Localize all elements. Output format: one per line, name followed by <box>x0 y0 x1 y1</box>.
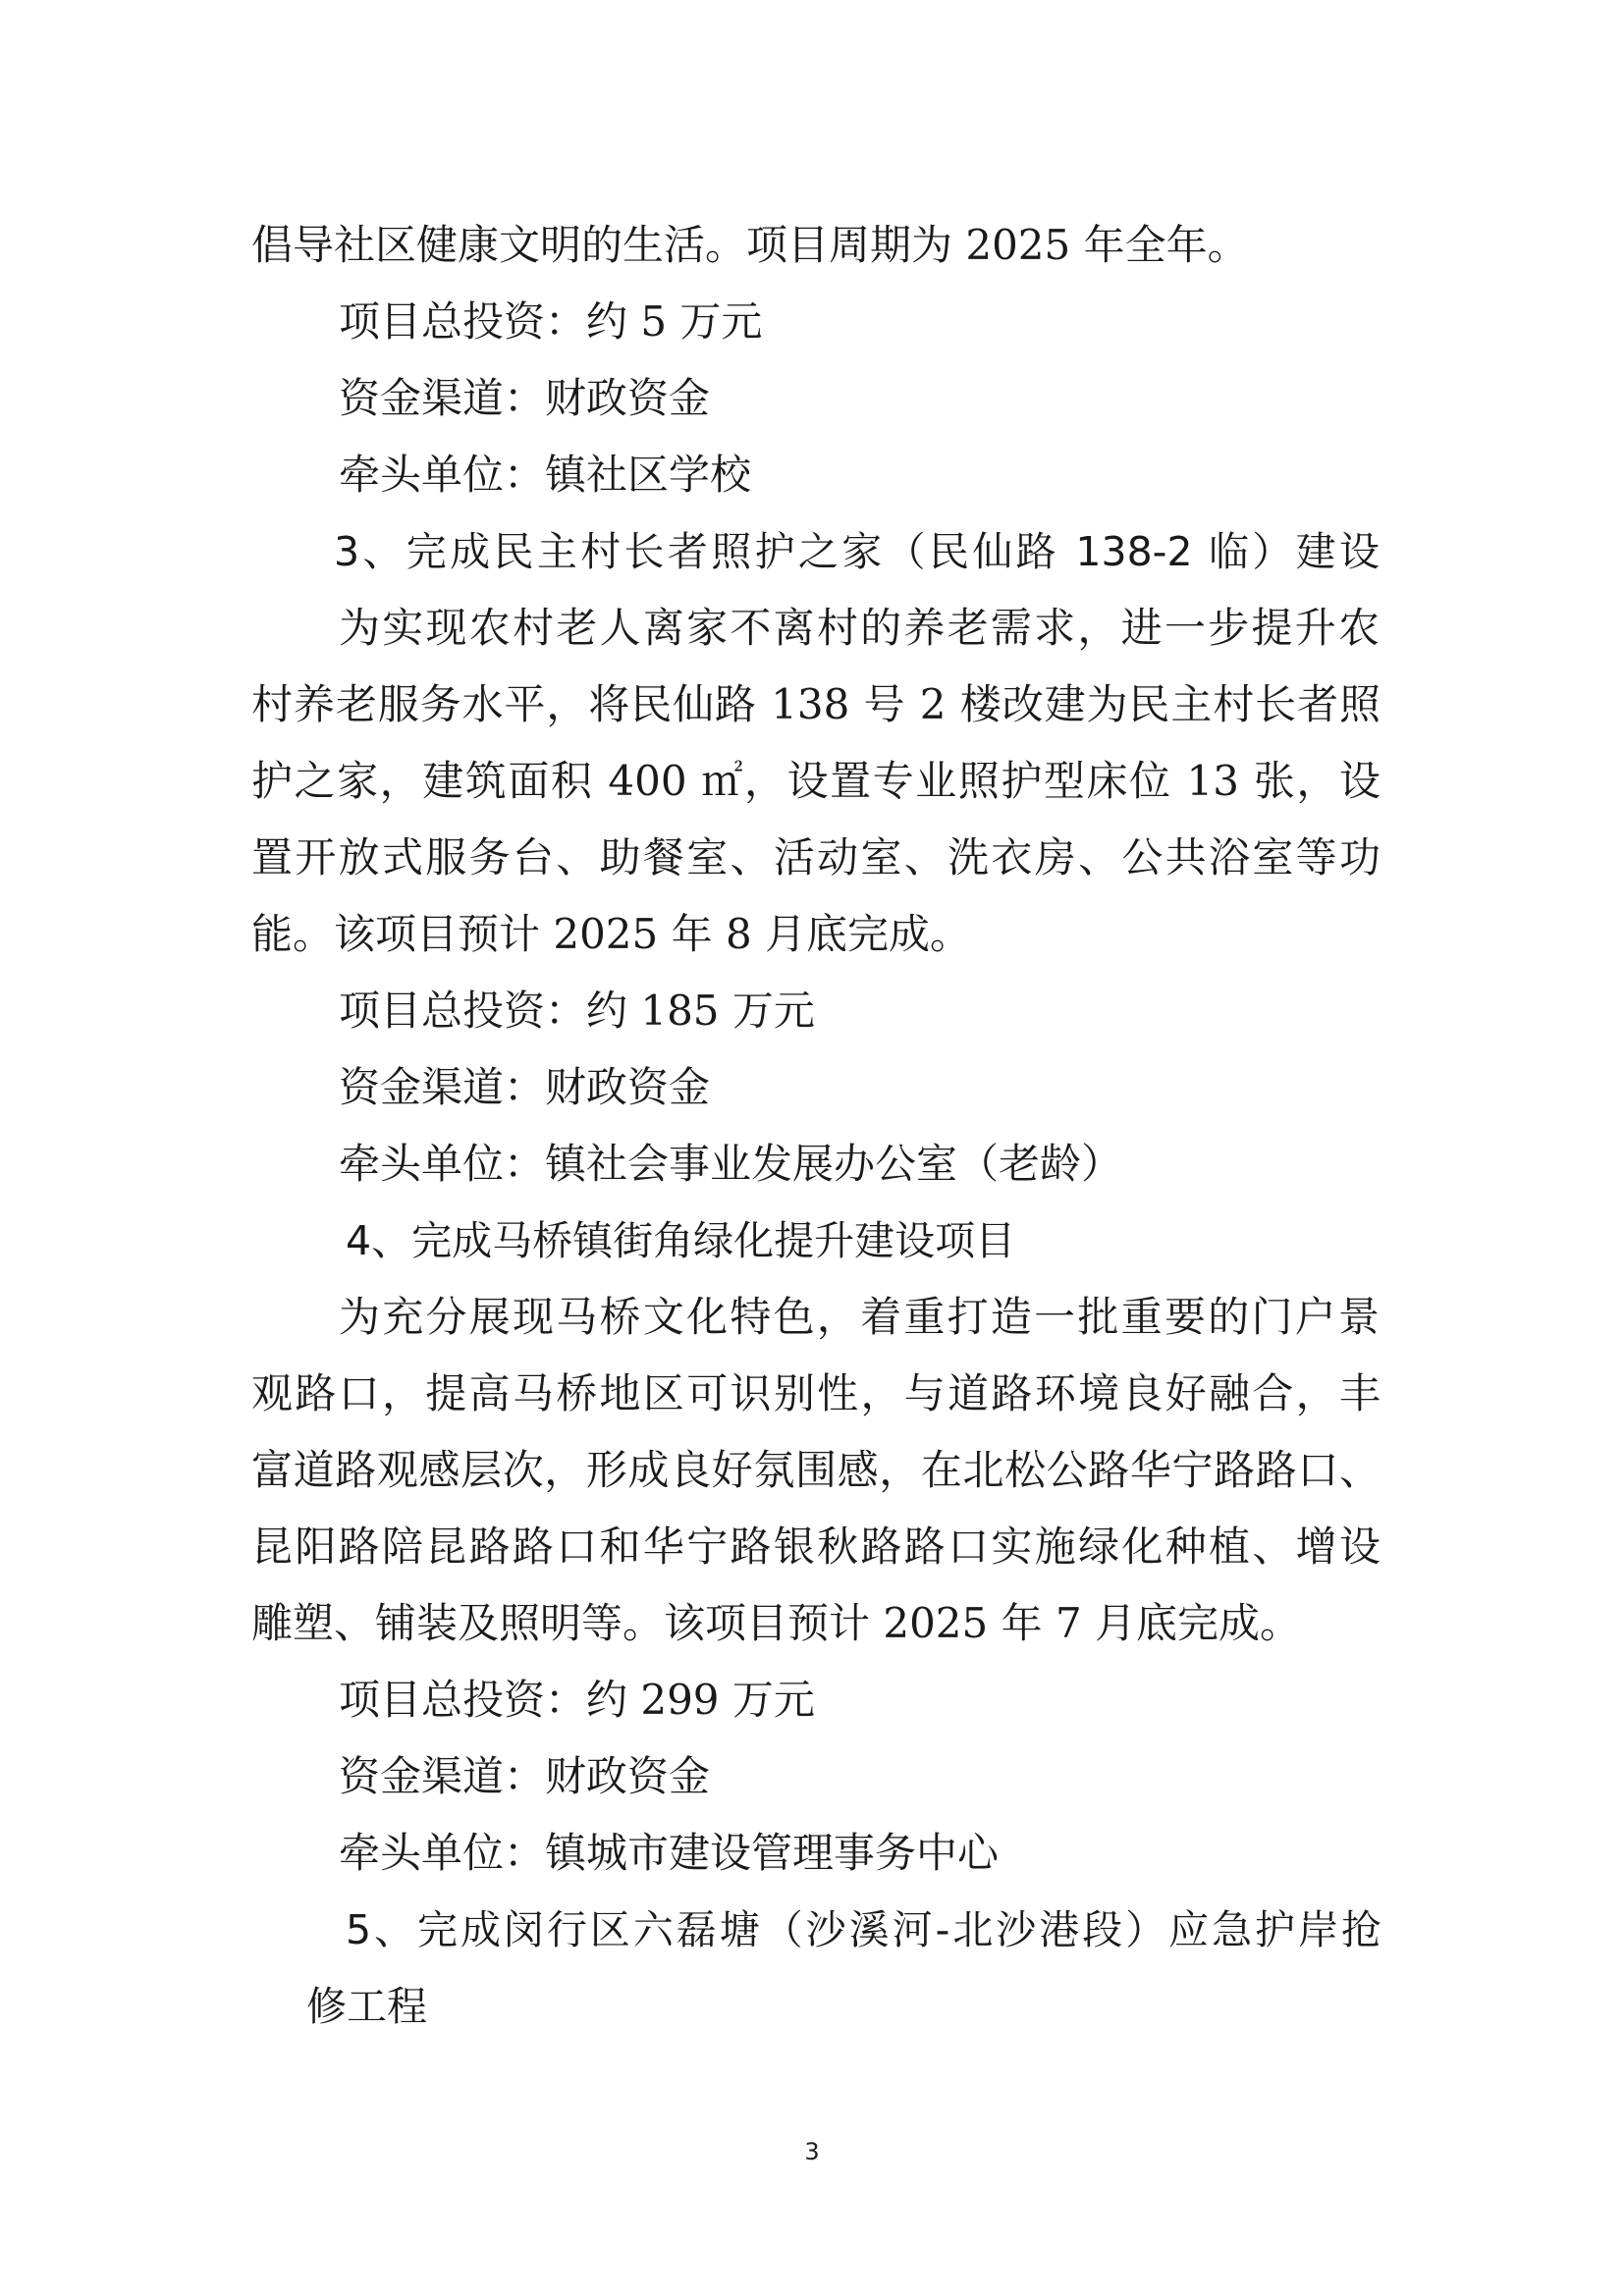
section-heading-5: 5、完成闵行区六磊塘（沙溪河-北沙港段）应急护岸抢 <box>346 1906 1381 1953</box>
funding-line: 资金渠道：财政资金 <box>339 374 711 422</box>
funding-line: 资金渠道：财政资金 <box>339 1063 711 1111</box>
paragraph-line: 富道路观感层次，形成良好氛围感，在北松公路华宁路路口、 <box>251 1446 1380 1494</box>
paragraph-line: 村养老服务水平，将民仙路 138 号 2 楼改建为民主村长者照 <box>251 680 1380 728</box>
paragraph-line: 为充分展现马桥文化特色，着重打造一批重要的门户景 <box>339 1293 1380 1341</box>
lead-unit-line: 牵头单位：镇城市建设管理事务中心 <box>339 1829 1000 1877</box>
investment-line: 项目总投资：约 299 万元 <box>339 1676 815 1724</box>
lead-unit-line: 牵头单位：镇社区学校 <box>339 451 752 499</box>
paragraph-line: 雕塑、铺装及照明等。该项目预计 2025 年 7 月底完成。 <box>251 1599 1302 1647</box>
investment-line: 项目总投资：约 5 万元 <box>339 297 763 346</box>
paragraph-line: 观路口，提高马桥地区可识别性，与道路环境良好融合，丰 <box>251 1369 1380 1417</box>
funding-line: 资金渠道：财政资金 <box>339 1752 711 1800</box>
paragraph-line: 为实现农村老人离家不离村的养老需求，进一步提升农 <box>339 604 1380 652</box>
paragraph-line: 置开放式服务台、助餐室、活动室、洗衣房、公共浴室等功 <box>251 833 1380 881</box>
paragraph-line: 倡导社区健康文明的生活。项目周期为 2025 年全年。 <box>251 221 1249 269</box>
lead-unit-line: 牵头单位：镇社会事业发展办公室（老龄） <box>339 1140 1123 1188</box>
investment-line: 项目总投资：约 185 万元 <box>339 987 815 1035</box>
section-heading-4: 4、完成马桥镇街角绿化提升建设项目 <box>346 1217 1016 1264</box>
page-number: 3 <box>804 2138 820 2165</box>
paragraph-line: 护之家，建筑面积 400 ㎡，设置专业照护型床位 13 张，设 <box>251 757 1380 805</box>
section-heading-5-continued: 修工程 <box>306 1983 427 2030</box>
paragraph-line: 昆阳路陪昆路路口和华宁路银秋路路口实施绿化种植、增设 <box>251 1522 1380 1571</box>
section-heading-3: 3、完成民主村长者照护之家（民仙路 138-2 临）建设 <box>334 528 1380 575</box>
paragraph-line: 能。该项目预计 2025 年 8 月底完成。 <box>251 910 972 958</box>
